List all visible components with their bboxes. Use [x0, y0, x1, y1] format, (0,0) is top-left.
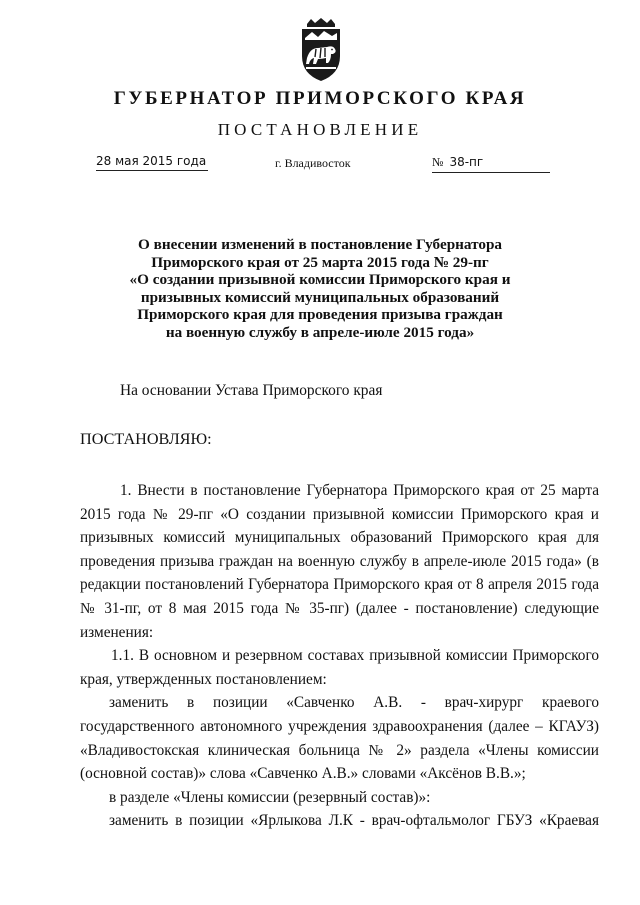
body-line: изменения: [80, 623, 154, 641]
decree-word: ПОСТАНОВЛЯЮ: [80, 430, 212, 448]
body-line: 1. Внести в постановление Губернатора Приморского края от 25 марта [120, 482, 599, 499]
heading-line: призывных комиссий муниципальных образований [140, 288, 500, 306]
body-line: «Владивостокская клиническая больница № 2» раздела «Члены комиссии [80, 741, 599, 759]
body-line: (основной состав)» слова «Савченко А.В.» словами «Аксёнов В.В.»; [80, 765, 526, 783]
heading-line: Приморского края для проведения призыва граждан [137, 306, 503, 324]
decree-city: г. Владивосток [275, 156, 351, 170]
body-line: проведения призыва граждан на военную службу в апреле-июле 2015 года» (в [80, 552, 599, 570]
governor-title: ГУБЕРНАТОР ПРИМОРСКОГО КРАЯ [113, 88, 527, 109]
coat-of-arms-icon [292, 18, 350, 82]
body-line: № 31-пг, от 8 мая 2015 года № 35-пг) (далее - постановление) следующие [80, 599, 599, 617]
heading-line: «О создании призывной комиссии Приморского края и [129, 271, 511, 289]
number-value: 38-пг [449, 155, 484, 169]
body-line: 2015 года № 29-пг «О создании призывной комиссии Приморского края и [80, 505, 599, 523]
legal-basis: На основании Устава Приморского края [120, 382, 383, 399]
heading-line: на военную службу в апреле-июле 2015 года» [165, 323, 475, 341]
document-body [80, 479, 599, 833]
body-line: заменить в позиции «Ярлыкова Л.К - врач-офтальмолог ГБУЗ «Краевая [109, 812, 599, 830]
decree-number [432, 155, 550, 173]
heading-line: Приморского края от 25 марта 2015 года № 29-пг [151, 253, 489, 271]
body-line: государственного автономного учреждения здравоохранения (далее – КГАУЗ) [80, 717, 599, 735]
number-sign: № [432, 155, 444, 169]
heading-line: О внесении изменений в постановление Губернатора [138, 236, 502, 253]
body-line: 1.1. В основном и резервном составах призывной комиссии Приморского [111, 647, 599, 665]
decree-date: 28 мая 2015 года [96, 154, 208, 171]
body-line: заменить в позиции «Савченко А.В. - врач-хирург краевого [109, 694, 599, 712]
body-line: края, утвержденных постановлением: [80, 670, 327, 688]
body-line: редакции постановлений Губернатора Приморского края от 8 апреля 2015 года [80, 576, 599, 594]
decree-heading [60, 236, 580, 342]
document-type: ПОСТАНОВЛЕНИЕ [217, 120, 423, 139]
body-line: в разделе «Члены комиссии (резервный состав)»: [109, 788, 431, 806]
body-line: призывных комиссий муниципальных образований Приморского края для [80, 529, 599, 547]
